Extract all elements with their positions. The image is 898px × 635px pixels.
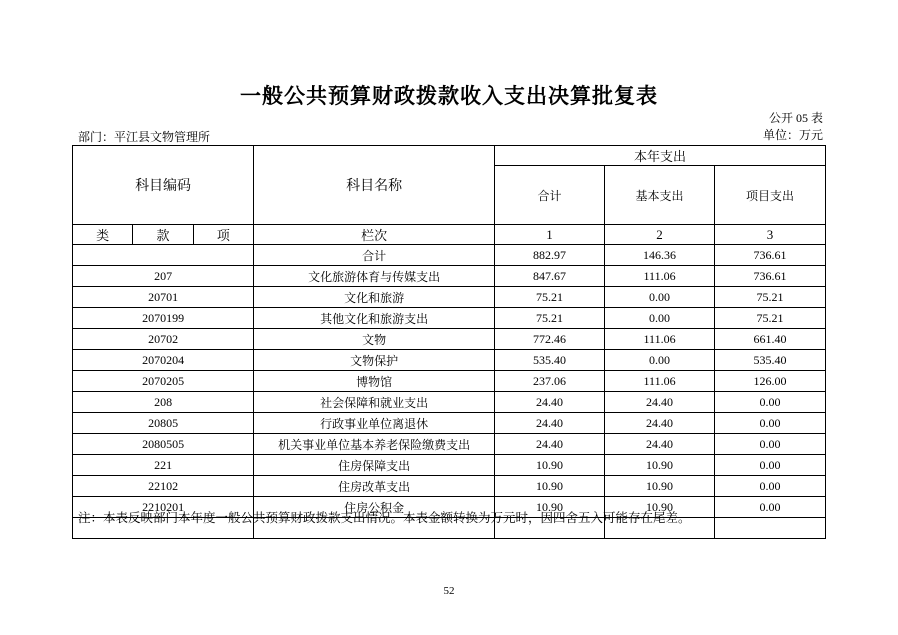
- row-code: 22102: [73, 476, 254, 497]
- row-name: 文化旅游体育与传媒支出: [254, 266, 495, 287]
- row-total: 882.97: [495, 245, 605, 266]
- row-basic: 111.06: [605, 329, 715, 350]
- header-section-col: 款: [133, 225, 193, 245]
- row-name: 博物馆: [254, 371, 495, 392]
- form-meta: [763, 110, 823, 144]
- row-project: 661.40: [715, 329, 826, 350]
- form-code: 公开 05 表: [768, 111, 823, 125]
- row-basic: 10.90: [605, 497, 715, 518]
- header-class-col: 类: [73, 225, 133, 245]
- table-row: [73, 371, 826, 392]
- row-total: 10.90: [495, 497, 605, 518]
- row-name: 文物保护: [254, 350, 495, 371]
- row-total: 75.21: [495, 308, 605, 329]
- row-total: 772.46: [495, 329, 605, 350]
- row-project: 75.21: [715, 308, 826, 329]
- department-label: 部门：平江县文物管理所: [78, 130, 211, 144]
- row-basic: 24.40: [605, 413, 715, 434]
- header-col-num-3: 3: [715, 225, 826, 245]
- row-name: 住房公积金: [254, 497, 495, 518]
- row-total: 535.40: [495, 350, 605, 371]
- row-code: 207: [73, 266, 254, 287]
- row-project: 75.21: [715, 287, 826, 308]
- row-project: 736.61: [715, 266, 826, 287]
- header-basic-col: 基本支出: [605, 166, 715, 225]
- row-project: 0.00: [715, 434, 826, 455]
- header-project-col: 项目支出: [715, 166, 826, 225]
- table-row: [73, 455, 826, 476]
- row-project: 0.00: [715, 455, 826, 476]
- row-code: [73, 245, 254, 266]
- row-code: 20701: [73, 287, 254, 308]
- row-code: 2070205: [73, 371, 254, 392]
- row-code: 208: [73, 392, 254, 413]
- header-item-col: 项: [193, 225, 253, 245]
- header-col-num-1: 1: [495, 225, 605, 245]
- row-total: 24.40: [495, 413, 605, 434]
- table-row: [73, 308, 826, 329]
- row-code: 221: [73, 455, 254, 476]
- table-header-row-3: [73, 225, 826, 245]
- table-note: 注：本表反映部门本年度一般公共预算财政拨款支出情况。本表金额转换为万元时，因四舍五入可能存在尾差。: [78, 511, 691, 525]
- row-code: 20805: [73, 413, 254, 434]
- row-name: 机关事业单位基本养老保险缴费支出: [254, 434, 495, 455]
- row-project: 0.00: [715, 392, 826, 413]
- row-basic: 24.40: [605, 434, 715, 455]
- table-row: [73, 329, 826, 350]
- row-basic: 0.00: [605, 308, 715, 329]
- header-total-col: 合计: [495, 166, 605, 225]
- row-code: 20702: [73, 329, 254, 350]
- row-total: 10.90: [495, 455, 605, 476]
- row-total: 847.67: [495, 266, 605, 287]
- page-title: 一般公共预算财政拨款收入支出决算批复表: [240, 85, 658, 108]
- row-name: 其他文化和旅游支出: [254, 308, 495, 329]
- table-row: [73, 434, 826, 455]
- row-project: 535.40: [715, 350, 826, 371]
- table-row: [73, 413, 826, 434]
- row-basic: 111.06: [605, 266, 715, 287]
- row-basic: 10.90: [605, 476, 715, 497]
- table-header-row-1: [73, 146, 826, 166]
- row-basic: 111.06: [605, 371, 715, 392]
- row-code: 2070199: [73, 308, 254, 329]
- row-code: 2070204: [73, 350, 254, 371]
- row-project: 0.00: [715, 497, 826, 518]
- table-row: [73, 392, 826, 413]
- row-total: 24.40: [495, 392, 605, 413]
- row-name: 文化和旅游: [254, 287, 495, 308]
- row-total: 237.06: [495, 371, 605, 392]
- header-expenditure-group: 本年支出: [495, 146, 826, 166]
- row-name: 合计: [254, 245, 495, 266]
- row-total: 10.90: [495, 476, 605, 497]
- row-project: 0.00: [715, 476, 826, 497]
- row-code: 2080505: [73, 434, 254, 455]
- header-code-group: 科目编码: [73, 146, 254, 225]
- row-basic: 24.40: [605, 392, 715, 413]
- row-name: 行政事业单位离退休: [254, 413, 495, 434]
- table-row: [73, 245, 826, 266]
- row-code: 2210201: [73, 497, 254, 518]
- table-row: [73, 476, 826, 497]
- row-basic: 10.90: [605, 455, 715, 476]
- row-basic: 0.00: [605, 287, 715, 308]
- header-column-row-label: 栏次: [254, 225, 495, 245]
- table-row: [73, 287, 826, 308]
- row-name: 住房改革支出: [254, 476, 495, 497]
- row-total: 75.21: [495, 287, 605, 308]
- row-basic: 146.36: [605, 245, 715, 266]
- row-basic: 0.00: [605, 350, 715, 371]
- table-row: [73, 350, 826, 371]
- row-total: 24.40: [495, 434, 605, 455]
- unit-label: 单位：万元: [762, 128, 823, 142]
- row-name: 文物: [254, 329, 495, 350]
- row-project: 126.00: [715, 371, 826, 392]
- row-project: 736.61: [715, 245, 826, 266]
- page-number: 52: [443, 585, 455, 597]
- row-name: 住房保障支出: [254, 455, 495, 476]
- budget-table: [72, 145, 826, 539]
- header-name-col: 科目名称: [254, 146, 495, 225]
- row-name: 社会保障和就业支出: [254, 392, 495, 413]
- table-row: [73, 266, 826, 287]
- header-col-num-2: 2: [605, 225, 715, 245]
- row-project: 0.00: [715, 413, 826, 434]
